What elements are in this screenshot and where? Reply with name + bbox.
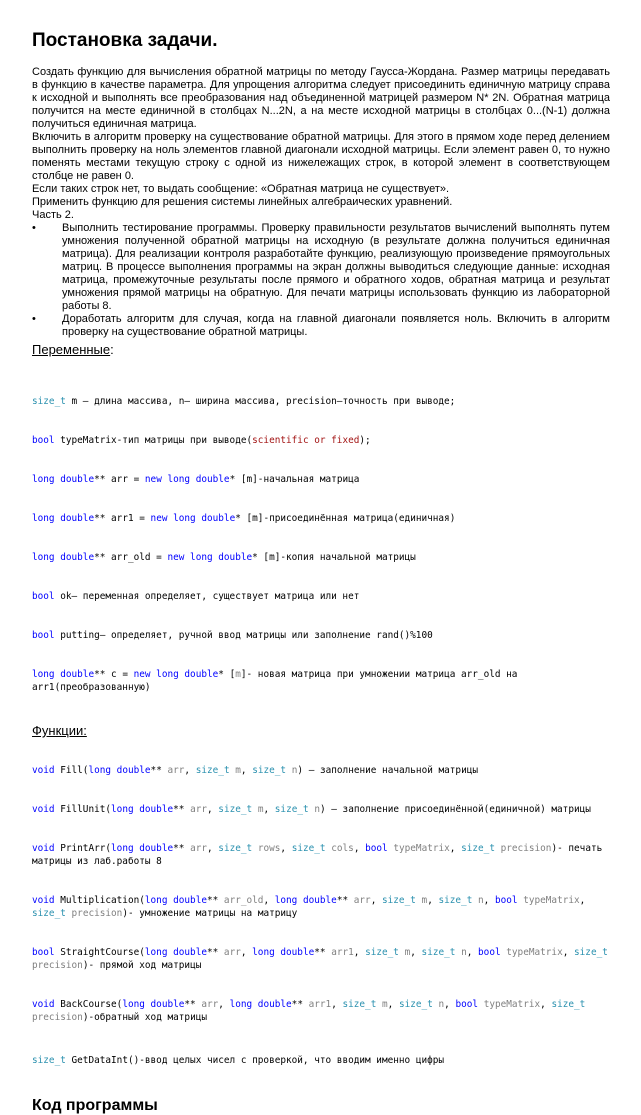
function-line-printarr: void PrintArr(long double** arr, size_t rows, size_t cols, bool typeMatrix, size_t precision)- печать матрицы из лаб.работы 8 (32, 843, 608, 867)
intro-paragraph-3: Если таких строк нет, то выдать сообщение: «Обратная матрица не существует». (32, 183, 450, 195)
desc: typeMatrix-тип матрицы при выводе( (54, 435, 253, 446)
bullet-item-1 (32, 222, 610, 313)
desc: * [m]-присоединённая матрица(единичная) (235, 513, 456, 524)
type: long double (32, 474, 95, 485)
desc: ** arr_old = (94, 552, 168, 563)
keyword: new long double (150, 513, 236, 524)
bullet-item-2 (32, 313, 610, 339)
colon: : (110, 342, 114, 357)
type: long double (32, 669, 95, 680)
intro-paragraph-4: Применить функцию для решения системы линейных алгебраических уравнений. (32, 196, 453, 208)
variable-line (32, 395, 610, 408)
code-heading: Код программы (32, 1097, 158, 1114)
intro-paragraph-1: Создать функцию для вычисления обратной матрицы по методу Гаусса-Жордана. Размер матрицы передавать в функцию в качестве параметра. Для упрощения алгоритма следует присоединить единичную матрицу справа к исходной и выполнять все преобразования над объединенной матрицей размером N* 2N. Обратная матрица получится на месте единичной в столбцах N...2N, а на месте исходной матрицы в столбцах 0...(N-1) должна получиться единичная матрица. (32, 66, 610, 130)
bullet-text: Доработать алгоритм для случая, когда на главной диагонали появляется ноль. Включить в алгоритм проверку на существование обратной матрицы. (62, 313, 610, 338)
functions-list (32, 738, 610, 1093)
type: bool (32, 435, 55, 446)
variable-line (32, 590, 610, 603)
function-line-straightcourse: bool StraightCourse(long double** arr, long double** arr1, size_t m, size_t n, bool typeMatrix, size_t precision)- прямой ход матрицы (32, 947, 608, 971)
value: scientific or fixed (252, 435, 360, 446)
type: bool (32, 591, 55, 602)
keyword: new long double (167, 552, 253, 563)
page-title: Постановка задачи. (32, 30, 218, 51)
function-line-fillunit: void FillUnit(long double** arr, size_t m, size_t n) – заполнение присоединённой(единичной) матрицы (32, 804, 591, 815)
desc: ok– переменная определяет, существует матрица или нет (54, 591, 360, 602)
desc: * [m]-копия начальной матрицы (252, 552, 416, 563)
type: long double (32, 552, 95, 563)
desc: ); (359, 435, 371, 446)
desc: ]- новая матрица при умножении матрица arr_old на arr1(преобразованную) (32, 669, 524, 693)
fillunit-desc: – заполнение присоединённой(единичной) матрицы (331, 804, 591, 815)
bullet-text: Выполнить тестирование программы. Проверку правильности результатов вычислений выполнять путем умножения полученной обратной матрицы на исходную (в результате должна получиться единичная матрица). Для реализации контроля разработайте функцию, реализующую произведение прямоугольных матриц. В процессе выполнения программы на экран должны выводиться следующие данные: исходная матрица, промежуточные результаты после прямого и обратного ходов, обратная матрица и результат умножения прямой матрицы на обратную. Для печати матрицы использовать функцию из лабораторной работы 8. (62, 222, 610, 312)
desc: * [m]-начальная матрица (229, 474, 360, 485)
function-line-getdataint: size_t GetDataInt()-ввод целых чисел с проверкой, что вводим именно цифры (32, 1055, 445, 1066)
param: m (235, 669, 241, 680)
desc: ** c = (94, 669, 134, 680)
variables-list (32, 369, 610, 720)
desc: ** arr = (94, 474, 145, 485)
back-desc: -обратный ход матрицы (88, 1012, 207, 1023)
type: long double (32, 513, 95, 524)
desc: * [ (218, 669, 236, 680)
type: bool (32, 630, 55, 641)
mult-desc: - умножение матрицы на матрицу (128, 908, 298, 919)
variables-heading-text: Переменные (32, 342, 111, 357)
variable-line (32, 629, 610, 642)
variable-line (32, 434, 610, 447)
desc: putting– определяет, ручной ввод матрицы или заполнение rand()%100 (54, 630, 433, 641)
bullet-icon: • (32, 313, 36, 325)
keyword: new long double (133, 669, 219, 680)
variable-line (32, 473, 610, 486)
variable-line (32, 551, 610, 564)
fill-desc: – заполнение начальной матрицы (308, 765, 479, 776)
variable-line (32, 668, 610, 694)
type: size_t (32, 396, 66, 407)
keyword: new long double (144, 474, 230, 485)
intro-paragraph-2: Включить в алгоритм проверку на существование обратной матрицы. Для этого в прямом ходе перед делением выполнить проверку на ноль элементов главной диагонали исходной матрицы. Если элемент равен 0, то нужно поменять местами текущую строку с одной из нижележащих строк, в которой элемент в соответствующем столбце не равен 0. (32, 131, 610, 182)
desc: m – длина массива, n– ширина массива, precision–точность при выводе; (65, 396, 456, 407)
straight-desc: - прямой ход матрицы (88, 960, 202, 971)
variable-line (32, 512, 610, 525)
getdata-desc: -ввод целых чисел с проверкой, что вводим именно цифры (139, 1055, 445, 1066)
printarr-desc: - печать матрицы из лаб.работы 8 (32, 843, 608, 867)
variables-heading (32, 342, 610, 357)
bullet-icon: • (32, 222, 36, 234)
function-line-fill: void Fill(long double** arr, size_t m, size_t n) – заполнение начальной матрицы (32, 765, 479, 776)
desc: ** arr1 = (94, 513, 151, 524)
function-line-backcourse: void BackCourse(long double** arr, long double** arr1, size_t m, size_t n, bool typeMatrix, size_t precision)-обратный ход матрицы (32, 999, 586, 1023)
function-line-multiplication: void Multiplication(long double** arr_old, long double** arr, size_t m, size_t n, bool typeMatrix, size_t precision)- умножение матрицы на матрицу (32, 895, 591, 919)
functions-heading: Функции: (32, 723, 87, 738)
part-2-label: Часть 2. (32, 209, 74, 221)
